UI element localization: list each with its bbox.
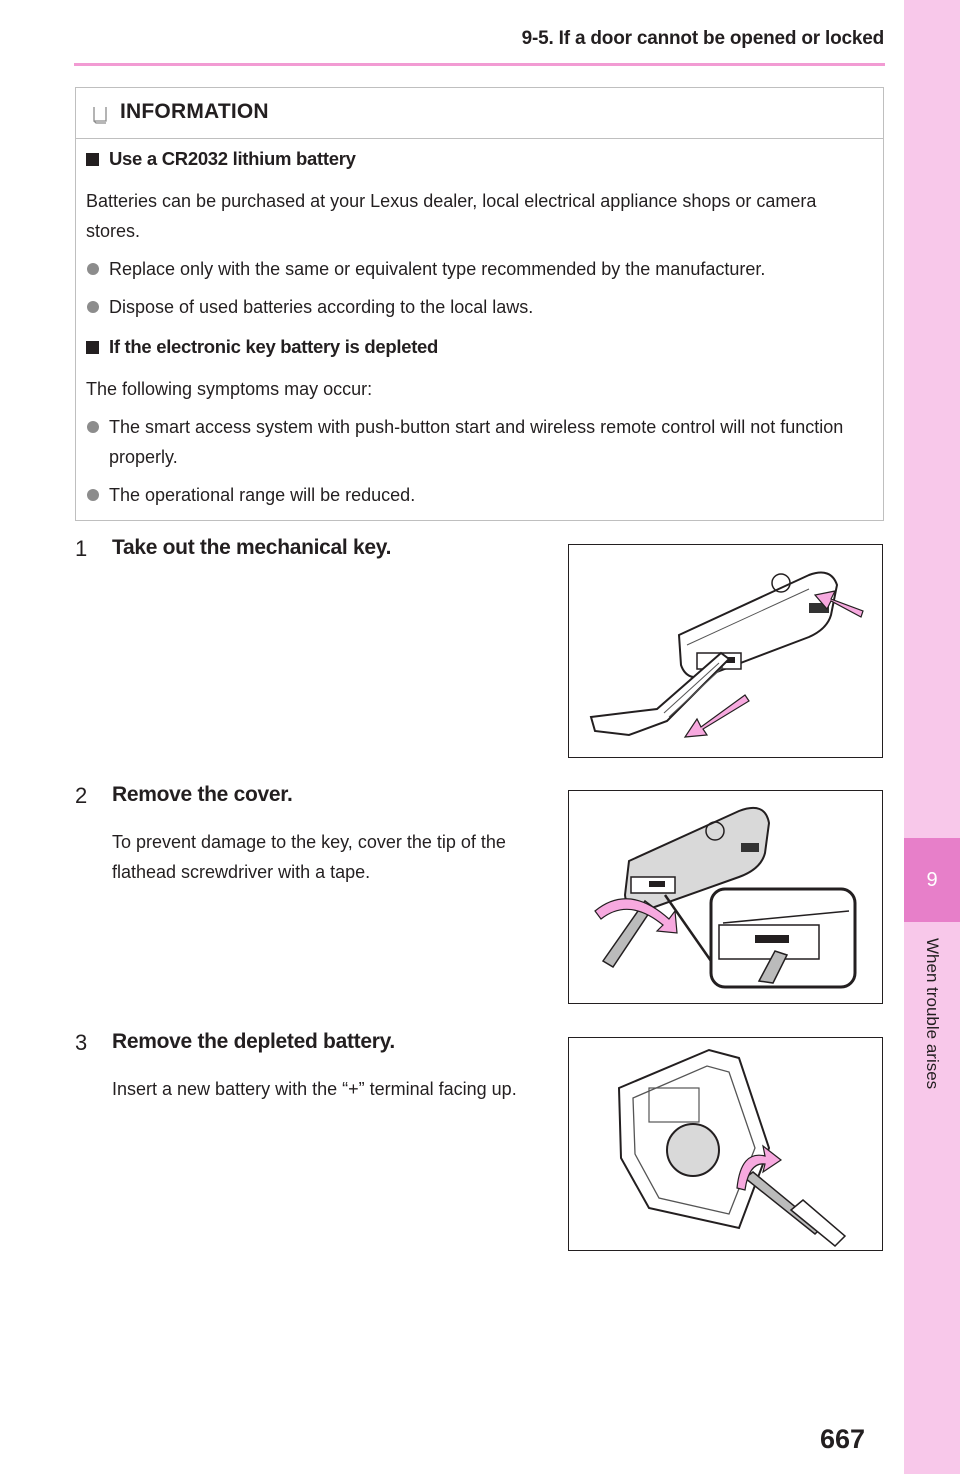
bullet-dot-icon bbox=[87, 301, 99, 313]
bullet-item: The smart access system with push-button start and wireless remote control will not function properly. bbox=[86, 412, 871, 472]
square-bullet-icon bbox=[86, 341, 99, 354]
page-number: 667 bbox=[820, 1424, 866, 1454]
header-rule bbox=[74, 63, 885, 66]
step-number: 2 bbox=[75, 783, 88, 808]
page-header: 9-5. If a door cannot be opened or locked bbox=[521, 28, 884, 49]
bullet-dot-icon bbox=[87, 263, 99, 275]
information-header bbox=[76, 88, 883, 139]
information-box bbox=[75, 87, 884, 521]
figure-remove-cover bbox=[568, 790, 883, 1004]
step-title: Remove the depleted battery. bbox=[112, 1030, 395, 1053]
bullet-dot-icon bbox=[87, 421, 99, 433]
chapter-label: When trouble arises bbox=[923, 938, 942, 1090]
step-number: 1 bbox=[75, 536, 88, 561]
step-title: Take out the mechanical key. bbox=[112, 536, 392, 559]
section-heading: If the electronic key battery is depleted bbox=[86, 336, 871, 358]
figure-remove-mechanical-key bbox=[568, 544, 883, 758]
side-tab-strip bbox=[904, 0, 960, 1474]
chapter-number-tab[interactable]: 9 bbox=[904, 838, 960, 922]
step-number: 3 bbox=[75, 1030, 88, 1055]
step-description: To prevent damage to the key, cover the tip of the flathead screwdriver with a tape. bbox=[112, 832, 506, 882]
information-title: INFORMATION bbox=[120, 100, 269, 123]
bullet-dot-icon bbox=[87, 489, 99, 501]
bullet-item: Dispose of used batteries according to the local laws. bbox=[86, 292, 871, 322]
note-icon bbox=[92, 106, 108, 124]
information-body bbox=[86, 148, 871, 518]
bullet-item: The operational range will be reduced. bbox=[86, 480, 871, 510]
square-bullet-icon bbox=[86, 153, 99, 166]
section-text: Batteries can be purchased at your Lexus dealer, local electrical appliance shops or camera stores. bbox=[86, 191, 817, 241]
figure-remove-battery bbox=[568, 1037, 883, 1251]
section-heading: Use a CR2032 lithium battery bbox=[86, 148, 871, 170]
section-text: The following symptoms may occur: bbox=[86, 379, 373, 399]
bullet-item: Replace only with the same or equivalent type recommended by the manufacturer. bbox=[86, 254, 871, 284]
step-description: Insert a new battery with the “+” terminal facing up. bbox=[112, 1079, 517, 1099]
step-title: Remove the cover. bbox=[112, 783, 293, 806]
